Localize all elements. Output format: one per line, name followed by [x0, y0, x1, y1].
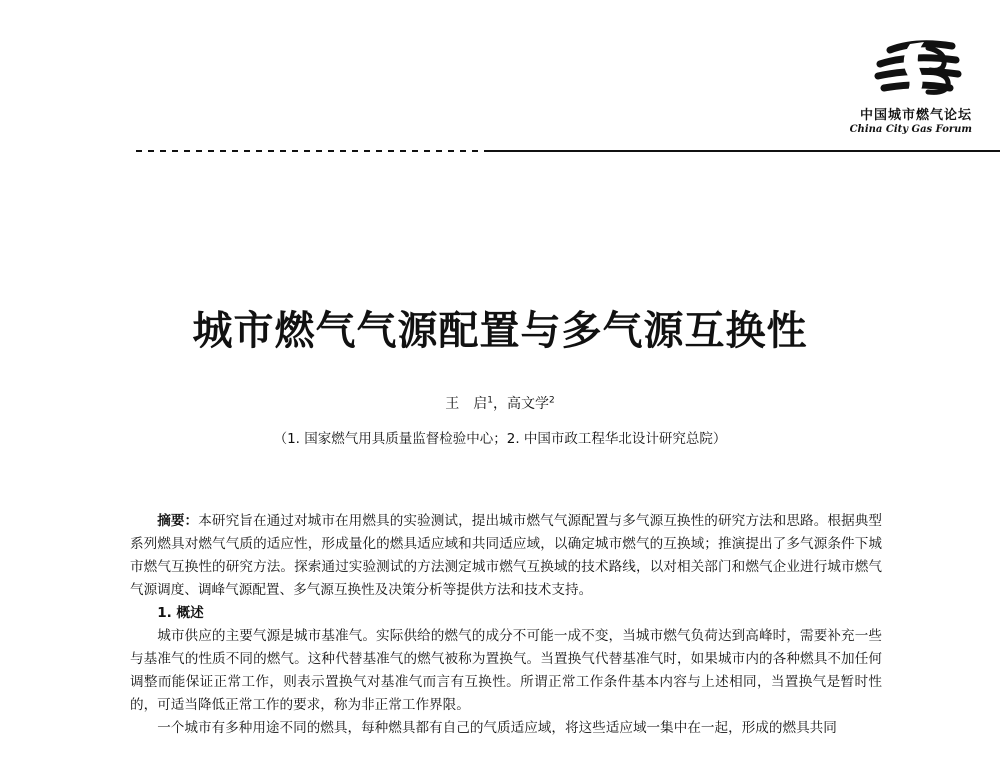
affiliation-marker: 2: [549, 395, 555, 406]
affiliation-marker: 1: [487, 395, 493, 406]
forum-name-en: China City Gas Forum: [849, 124, 972, 135]
forum-logo-graphic: [870, 38, 962, 100]
abstract-paragraph: [130, 510, 882, 602]
author-name: 王 启: [445, 396, 488, 412]
author-separator: ，: [493, 396, 507, 412]
forum-logo: [822, 38, 972, 135]
body-paragraph: 一个城市有多种用途不同的燃具，每种燃具都有自己的气质适应域，将这些适应域一集中在一起，形成的燃具共同: [157, 720, 837, 736]
paper-body: [130, 510, 882, 740]
author-line: [0, 393, 1000, 413]
abstract-label: 摘要：: [157, 513, 199, 529]
forum-name-cn: 中国城市燃气论坛: [859, 108, 972, 123]
body-paragraph: 城市供应的主要气源是城市基准气。实际供给的燃气的成分不可能一成不变，当城市燃气负荷达到高峰时，需要补充一些与基准气的性质不同的燃气。这种代替基准气的燃气被称为置换气。当置换气代替基准气时，如果城市内的各种燃具不加任何调整而能保证正常工作，则表示置换气对基准气而言有互换性。所谓正常工作条件基本内容与上述相同，当置换气是暂时性的，可适当降低正常工作的要求，称为非正常工作界限。: [130, 628, 882, 713]
abstract-text: 本研究旨在通过对城市在用燃具的实验测试，提出城市燃气气源配置与多气源互换性的研究方法和思路。根据典型系列燃具对燃气气质的适应性，形成量化的燃具适应域和共同适应域，以确定城市燃气的互换域；推演提出了多气源条件下城市燃气互换性的研究方法。探索通过实验测试的方法测定城市燃气互换域的技术路线，以对相关部门和燃气企业进行城市燃气气源调度、调峰气源配置、多气源互换性及决策分析等提供方法和技术支持。: [130, 513, 883, 598]
section-heading: 1. 概述: [157, 605, 204, 621]
paper-title: 城市燃气气源配置与多气源互换性: [192, 306, 808, 354]
header-divider-dashes: [130, 150, 490, 152]
author-name: 高文学: [507, 396, 549, 412]
affiliation-line: （1. 国家燃气用具质量监督检验中心；2. 中国市政工程华北设计研究总院）: [273, 431, 727, 447]
